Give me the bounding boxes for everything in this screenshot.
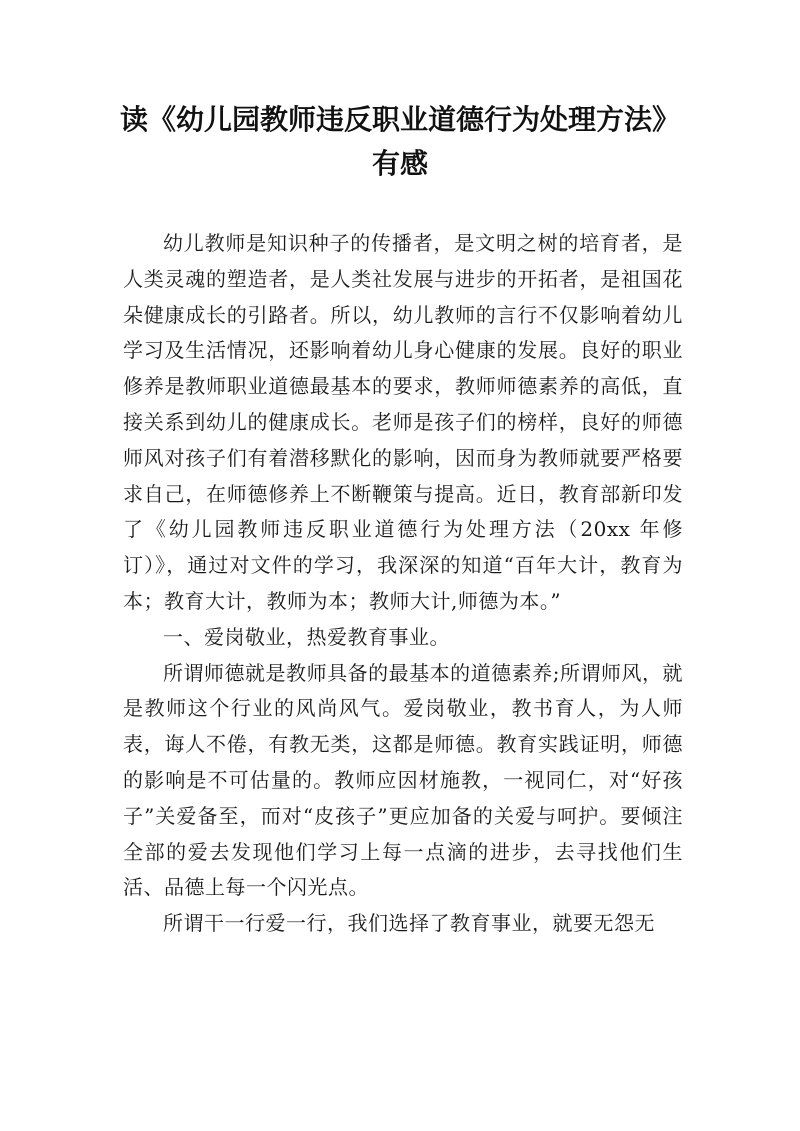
document-title	[100, 98, 700, 186]
paragraph-teacher-ethics: 所谓师德就是教师具备的最基本的道德素养;所谓师风，就是教师这个行业的风尚风气。爱岗敬业，教书育人，为人师表，诲人不倦，有教无类，这都是师德。教育实践证明，师德的影响是不可估量的。教师应因材施教，一视同仁，对“好孩子”关爱备至，而对“皮孩子”更应加备的关爱与呵护。要倾注全部的爱去发现他们学习上每一点滴的进步，去寻找他们生活、品德上每一个闪光点。	[123, 660, 683, 900]
section-heading-1: 一、爱岗敬业，热爱教育事业。	[163, 624, 450, 649]
title-line-1: 读《幼儿园教师违反职业道德行为处理方法》	[119, 103, 680, 136]
paragraph-dedication: 所谓干一行爱一行，我们选择了教育事业，就要无怨无	[163, 911, 655, 936]
title-line-2: 有感	[371, 147, 428, 180]
paragraph-intro: 幼儿教师是知识种子的传播者，是文明之树的培育者，是人类灵魂的塑造者，是人类社发展与进步的开拓者，是祖国花朵健康成长的引路者。所以，幼儿教师的言行不仅影响着幼儿学习及生活情况，还影响着幼儿身心健康的发展。良好的职业修养是教师职业道德最基本的要求，教师师德素养的高低，直接关系到幼儿的健康成长。老师是孩子们的榜样，良好的师德师风对孩子们有着潜移默化的影响，因而身为教师就要严格要求自己，在师德修养上不断鞭策与提高。近日，教育部新印发了《幼儿园教师违反职业道德行为处理方法（20xx 年修订）》，通过对文件的学习，我深深的知道“百年大计，教育为本；教育大计，教师为本；教师大计,师德为本。”	[123, 231, 683, 613]
document-body	[123, 226, 683, 942]
